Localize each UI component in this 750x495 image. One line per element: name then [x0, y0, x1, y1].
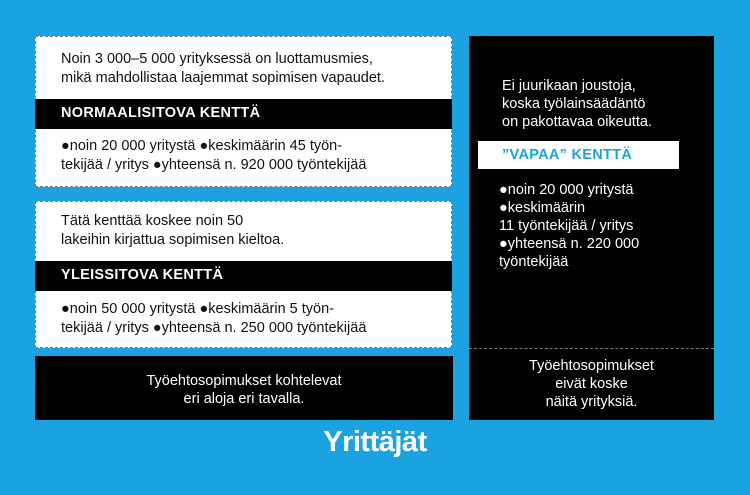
- normaalisitova-title-bar: [35, 99, 452, 129]
- yleissitova-intro: Tätä kenttää koskee noin 50 lakeihin kirjattua sopimisen kieltoa.: [61, 213, 285, 248]
- yleissitova-facts: ●noin 50 000 yritystä ●keskimäärin 5 työn- tekijää / yritys ●yhteensä n. 250 000 työntekijää: [61, 301, 367, 336]
- yleissitova-title: YLEISSITOVA KENTTÄ: [61, 267, 224, 283]
- vapaa-facts: ●noin 20 000 yritystä ●keskimäärin 11 työntekijää / yritys ●yhteensä n. 220 000 työntekijää: [499, 182, 640, 270]
- left-note-text: Työehtosopimukset kohtelevat eri aloja eri tavalla.: [146, 373, 342, 407]
- vapaa-divider: [469, 348, 714, 349]
- yleissitova-card: [35, 201, 452, 348]
- normaalisitova-title: NORMAALISITOVA KENTTÄ: [61, 105, 261, 121]
- normaalisitova-intro: Noin 3 000–5 000 yrityksessä on luottamusmies, mikä mahdollistaa laajemmat sopimisen vapaudet.: [61, 51, 385, 86]
- normaalisitova-facts: ●noin 20 000 yritystä ●keskimäärin 45 työn- tekijää / yritys ●yhteensä n. 920 000 työntekijää: [61, 138, 367, 173]
- vapaa-title: ”VAPAA” KENTTÄ: [502, 147, 633, 163]
- yrittajat-logo: Yrittäjät: [323, 426, 427, 458]
- yleissitova-title-bar: [35, 261, 452, 291]
- vapaa-note: Työehtosopimukset eivät koske näitä yrityksiä.: [529, 358, 654, 410]
- vapaa-panel: [469, 36, 714, 420]
- vapaa-intro: Ei juurikaan joustoja, koska työlainsäädäntö on pakottavaa oikeutta.: [502, 78, 652, 130]
- vapaa-title-bar: [478, 141, 679, 169]
- left-note-panel: [35, 356, 453, 420]
- normaalisitova-card: [35, 36, 452, 187]
